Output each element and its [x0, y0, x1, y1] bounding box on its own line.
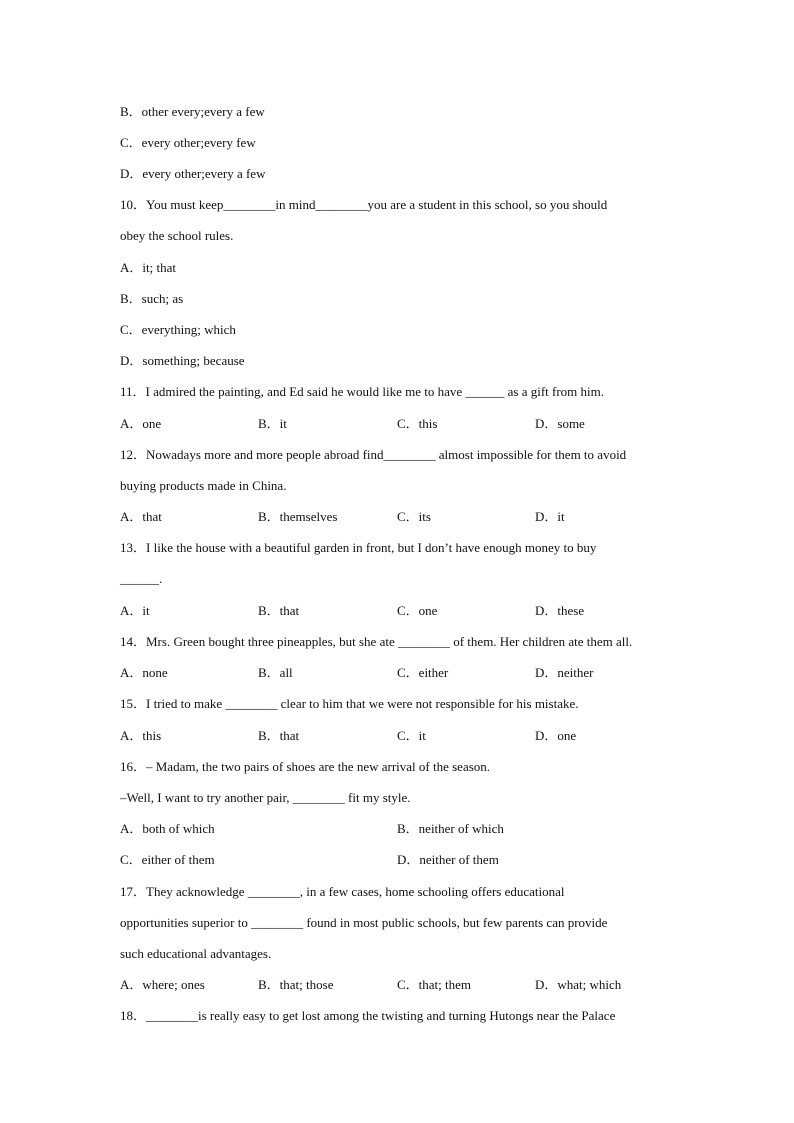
q13-option-a: A．it	[120, 603, 150, 618]
q12-option-c: C．its	[397, 509, 431, 524]
q12-stem: 12．Nowadays more and more people abroad find________ almost impossible for them to avoid	[120, 447, 627, 462]
q10-option-d: D．something; because	[120, 353, 245, 368]
q15-option-a: A．this	[120, 728, 162, 743]
q15-option-b: B．that	[258, 728, 300, 743]
q11-stem: 11．I admired the painting, and Ed said he would like me to have ______ as a gift from him.	[120, 384, 605, 399]
q15-option-d: D．one	[535, 728, 577, 743]
q17-stem-cont: opportunities superior to ________ found in most public schools, but few parents can provide	[120, 915, 608, 930]
q9-option-b: B．other every;every a few	[120, 104, 265, 119]
q17-option-a: A．where; ones	[120, 977, 205, 992]
q9-option-d: D．every other;every a few	[120, 166, 266, 181]
q11-option-d: D．some	[535, 416, 585, 431]
q12-option-b: B．themselves	[258, 509, 338, 524]
q15-stem: 15．I tried to make ________ clear to him that we were not responsible for his mistake.	[120, 696, 579, 711]
q10-option-c: C．everything; which	[120, 322, 236, 337]
q17-option-d: D．what; which	[535, 977, 622, 992]
q17-option-c: C．that; them	[397, 977, 472, 992]
q16-option-a: A．both of which	[120, 821, 215, 836]
q10-option-a: A．it; that	[120, 260, 176, 275]
q12-option-d: D．it	[535, 509, 565, 524]
q16-option-b: B．neither of which	[397, 821, 504, 836]
q9-option-c: C．every other;every few	[120, 135, 256, 150]
q14-option-c: C．either	[397, 665, 449, 680]
q17-stem-cont-2: such educational advantages.	[120, 946, 272, 961]
q13-option-d: D．these	[535, 603, 585, 618]
q13-stem: 13．I like the house with a beautiful garden in front, but I don’t have enough money to buy	[120, 540, 597, 555]
q14-option-a: A．none	[120, 665, 168, 680]
q10-option-b: B．such; as	[120, 291, 184, 306]
q17-option-b: B．that; those	[258, 977, 334, 992]
q16-stem: 16．– Madam, the two pairs of shoes are the new arrival of the season.	[120, 759, 491, 774]
q15-option-c: C．it	[397, 728, 426, 743]
q16-stem-cont: –Well, I want to try another pair, ________ fit my style.	[120, 790, 411, 805]
q12-option-a: A．that	[120, 509, 162, 524]
q10-stem: 10．You must keep________in mind________you are a student in this school, so you should	[120, 197, 608, 212]
q12-stem-cont: buying products made in China.	[120, 478, 287, 493]
q11-option-c: C．this	[397, 416, 438, 431]
q13-option-b: B．that	[258, 603, 300, 618]
q18-stem: 18．________is really easy to get lost among the twisting and turning Hutongs near the Palace	[120, 1008, 616, 1023]
q13-option-c: C．one	[397, 603, 438, 618]
q16-option-d: D．neither of them	[397, 852, 499, 867]
q14-option-d: D．neither	[535, 665, 594, 680]
q16-option-c: C．either of them	[120, 852, 215, 867]
q13-stem-cont: ______.	[120, 571, 163, 586]
q11-option-b: B．it	[258, 416, 287, 431]
q14-stem: 14．Mrs. Green bought three pineapples, but she ate ________ of them. Her children ate them all.	[120, 634, 633, 649]
q10-stem-cont: obey the school rules.	[120, 228, 234, 243]
q11-option-a: A．one	[120, 416, 162, 431]
q14-option-b: B．all	[258, 665, 293, 680]
q17-stem: 17．They acknowledge ________, in a few cases, home schooling offers educational	[120, 884, 565, 899]
